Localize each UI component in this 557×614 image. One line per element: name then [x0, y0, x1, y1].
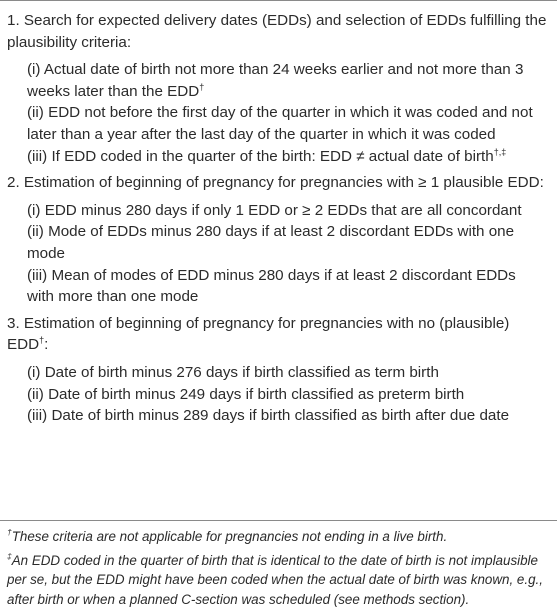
table-body: [0, 10, 557, 431]
footnote-mark: †,‡: [493, 146, 507, 157]
section-title: 2. Estimation of beginning of pregnancy for pregnancies with ≥ 1 plausible EDD:: [7, 174, 544, 192]
footnote-mark: †: [39, 335, 45, 346]
item-text: (i) Actual date of birth not more than 24 weeks earlier and not more than 3 weeks later than the EDD: [27, 61, 524, 100]
criteria-list: [0, 200, 557, 308]
list-item: (ii) Date of birth minus 249 days if birth classified as preterm birth: [27, 385, 465, 403]
list-item: [27, 146, 541, 168]
section-title: 1. Search for expected delivery dates (EDDs) and selection of EDDs fulfilling the plausibility criteria:: [7, 12, 547, 51]
section-title: 3. Estimation of beginning of pregnancy for pregnancies with no (plausible) EDD: [7, 314, 510, 354]
section-plausible-edd: [0, 172, 557, 308]
footnote-text: An EDD coded in the quarter of birth that is identical to the date of birth is not implausible per se, but the EDD might have been coded when the actual date of birth was known, e.g., after birth or when a planned C-section was scheduled (see methods section).: [7, 552, 543, 608]
section-search-edds: [0, 10, 557, 167]
section-no-plausible-edd: [0, 313, 557, 427]
footnote-mark: †: [7, 527, 12, 537]
criteria-list: [0, 59, 557, 167]
footnote: [7, 551, 552, 610]
item-text: (iii) If EDD coded in the quarter of the birth: EDD ≠ actual date of birth: [27, 147, 494, 165]
list-item: (iii) Mean of modes of EDD minus 280 days if at least 2 discordant EDDs with more than one mode: [27, 266, 516, 306]
title-suffix: :: [44, 336, 49, 354]
footnote-mark: †: [199, 81, 205, 92]
list-item: (i) EDD minus 280 days if only 1 EDD or ≥ 2 EDDs that are all concordant: [27, 201, 522, 219]
footnotes: [7, 527, 552, 614]
footnote-mark: ‡: [7, 550, 12, 561]
list-item: [27, 59, 541, 102]
table-bottom-rule: [0, 520, 557, 521]
criteria-list: [0, 362, 557, 427]
section-title-wrapper: [0, 313, 557, 356]
table-top-rule: [0, 0, 557, 1]
item-text: (ii) EDD not before the first day of the quarter in which it was coded and not later than a year after the last day of the quarter in which it was coded: [27, 104, 533, 143]
list-item: (ii) Mode of EDDs minus 280 days if at least 2 discordant EDDs with one mode: [27, 223, 515, 262]
list-item: (i) Date of birth minus 276 days if birth classified as term birth: [27, 363, 439, 381]
footnote-text: These criteria are not applicable for pregnancies not ending in a live birth.: [11, 529, 448, 544]
list-item: (iii) Date of birth minus 289 days if birth classified as birth after due date: [27, 407, 510, 425]
list-item: [27, 102, 541, 145]
footnote: [7, 527, 552, 547]
